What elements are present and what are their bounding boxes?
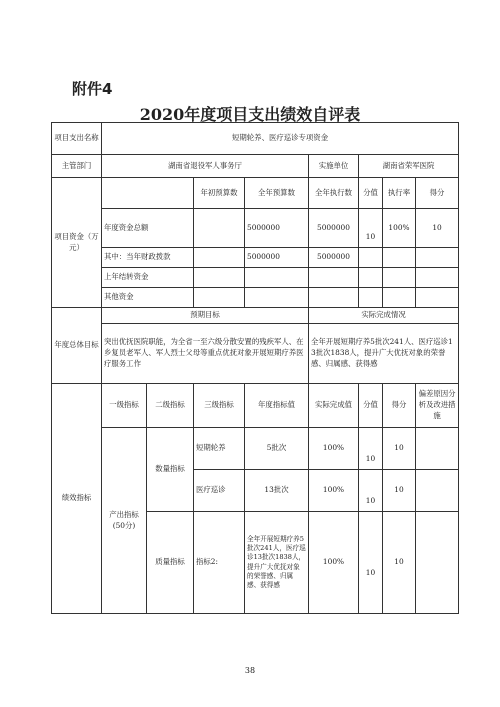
perf-header-actual: 实际完成值	[309, 384, 359, 428]
funds-score: 10	[416, 209, 459, 248]
goals-expected-text: 突出优抚医院职能，为全省一至六级分散安置的残疾军人、在乡复员老军人、军人烈士父母等重点优抚对象开展短期疗养医疗服务工作	[102, 324, 309, 384]
perf-deviation	[416, 512, 459, 614]
perf-level1	[102, 428, 147, 614]
funds-score-value: 10	[359, 209, 383, 248]
funds-score-value	[359, 248, 383, 268]
project-name-row	[52, 123, 459, 155]
perf-actual: 100%	[309, 470, 359, 512]
funds-row-total	[52, 209, 459, 248]
project-name-value: 短期轮养、医疗巡诊专项资金	[102, 123, 459, 155]
funds-initial	[194, 268, 245, 288]
funds-row-label: 其他资金	[102, 288, 194, 308]
funds-annual	[245, 288, 309, 308]
perf-score: 10	[383, 470, 416, 512]
perf-score-value: 10	[359, 428, 383, 470]
evaluation-table	[51, 122, 459, 614]
dept-label: 主管部门	[52, 155, 102, 178]
funds-section-label: 项目资金（万元）	[52, 178, 102, 308]
funds-header-score-value: 分值	[359, 178, 383, 209]
goals-section-label: 年度总体目标	[52, 308, 102, 384]
funds-header-score: 得分	[416, 178, 459, 209]
funds-header-rate: 执行率	[383, 178, 416, 209]
funds-initial	[194, 209, 245, 248]
perf-quantity-label: 数量指标	[147, 428, 194, 512]
goals-actual-header: 实际完成情况	[309, 308, 459, 324]
perf-level3: 医疗巡诊	[194, 470, 245, 512]
funds-row-label: 上年结转资金	[102, 268, 194, 288]
perf-header-deviation: 偏差原因分析及改进措施	[416, 384, 459, 428]
perf-level3: 指标2:	[194, 512, 245, 614]
funds-row-fiscal	[52, 248, 459, 268]
funds-header-row	[52, 178, 459, 209]
perf-header-score-value: 分值	[359, 384, 383, 428]
funds-annual	[245, 268, 309, 288]
funds-initial	[194, 248, 245, 268]
funds-header-annual: 全年预算数	[245, 178, 309, 209]
funds-header-blank	[102, 178, 194, 209]
dept-value: 湖南省退役军人事务厅	[102, 155, 309, 178]
funds-header-executed: 全年执行数	[309, 178, 359, 209]
impl-value: 湖南省荣军医院	[359, 155, 459, 178]
funds-score-value	[359, 288, 383, 308]
perf-level1-score: (50分)	[112, 520, 136, 530]
perf-header-level2: 二级指标	[147, 384, 194, 428]
funds-row-label: 年度资金总额	[102, 209, 194, 248]
perf-level1-label: 产出指标	[109, 509, 139, 519]
funds-header-initial: 年初预算数	[194, 178, 245, 209]
perf-target: 5批次	[245, 428, 309, 470]
perf-target: 13批次	[245, 470, 309, 512]
funds-rate	[383, 248, 416, 268]
funds-score	[416, 268, 459, 288]
perf-level3: 短期轮养	[194, 428, 245, 470]
funds-score-value	[359, 268, 383, 288]
perf-header-score: 得分	[383, 384, 416, 428]
goals-actual-text: 全年开展短期疗养5批次241人、医疗巡诊13批次1838人，提升广大优抚对象的荣誉感、归属感、获得感	[309, 324, 459, 384]
perf-score: 10	[383, 512, 416, 614]
perf-target: 全年开展短期疗养5批次241人，医疗巡诊13批次1838人，提升广大优抚对象的荣誉感、归属感、获得感	[245, 512, 309, 614]
funds-executed	[309, 268, 359, 288]
perf-section-label: 绩效指标	[52, 384, 102, 614]
funds-rate: 100%	[383, 209, 416, 248]
perf-header-level3: 三级指标	[194, 384, 245, 428]
page-title: 2020年度项目支出绩效自评表	[139, 105, 361, 124]
annex-label: 附件4	[72, 80, 113, 98]
funds-score	[416, 288, 459, 308]
perf-quality-label: 质量指标	[147, 512, 194, 614]
funds-row-other	[52, 288, 459, 308]
page-number: 38	[244, 666, 256, 675]
perf-score-value: 10	[359, 512, 383, 614]
impl-label: 实施单位	[309, 155, 359, 178]
funds-rate	[383, 288, 416, 308]
dept-row	[52, 155, 459, 178]
funds-annual: 5000000	[245, 248, 309, 268]
perf-row-rotation	[52, 428, 459, 470]
perf-header-target: 年度指标值	[245, 384, 309, 428]
funds-executed	[309, 288, 359, 308]
project-name-label: 项目支出名称	[52, 123, 102, 155]
goals-header-row	[52, 308, 459, 324]
perf-header-level1: 一级指标	[102, 384, 147, 428]
funds-executed: 5000000	[309, 209, 359, 248]
goals-content-row	[52, 324, 459, 384]
perf-deviation	[416, 470, 459, 512]
funds-score	[416, 248, 459, 268]
funds-rate	[383, 268, 416, 288]
perf-score: 10	[383, 428, 416, 470]
funds-row-carryover	[52, 268, 459, 288]
funds-row-label: 其中：当年财政拨款	[102, 248, 194, 268]
perf-header-row	[52, 384, 459, 428]
perf-score-value: 10	[359, 470, 383, 512]
perf-deviation	[416, 428, 459, 470]
funds-initial	[194, 288, 245, 308]
goals-expected-header: 预期目标	[102, 308, 309, 324]
funds-annual: 5000000	[245, 209, 309, 248]
funds-executed: 5000000	[309, 248, 359, 268]
perf-actual: 100%	[309, 512, 359, 614]
perf-actual: 100%	[309, 428, 359, 470]
